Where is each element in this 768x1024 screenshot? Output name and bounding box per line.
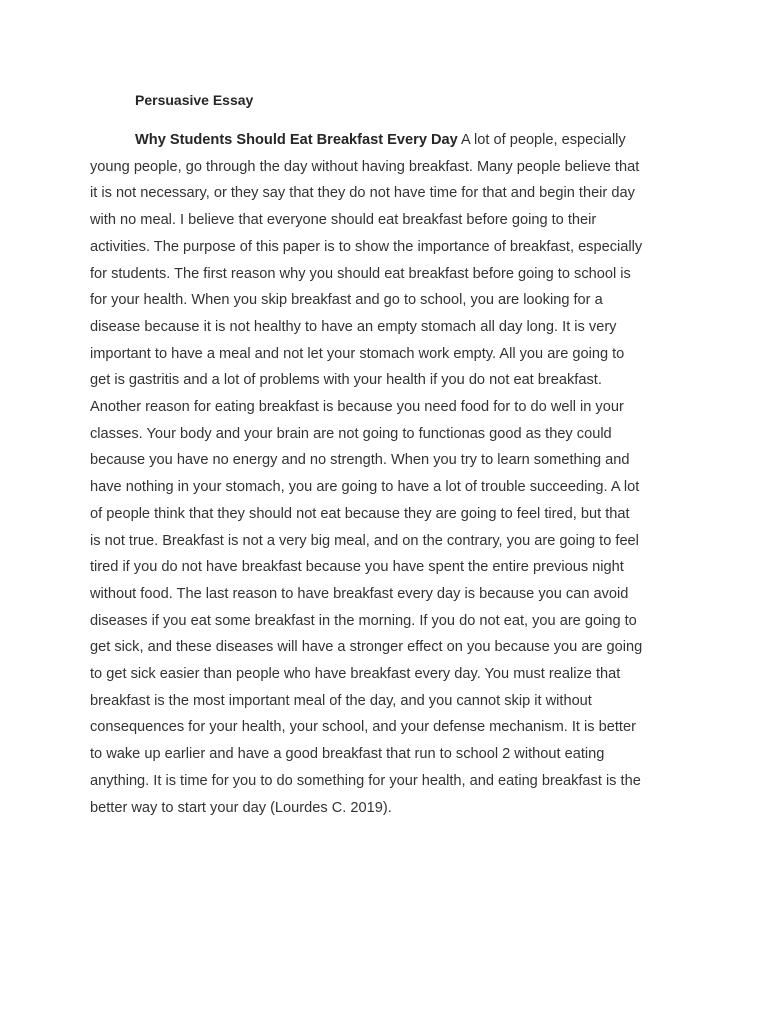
essay-line: anything. It is time for you to do something for your health, and eating breakfast is the [90, 772, 641, 789]
essay-line: of people think that they should not eat because they are going to feel tired, but that [90, 505, 630, 522]
essay-line: because you have no energy and no strength. When you try to learn something and [90, 452, 630, 469]
essay-line: young people, go through the day without having breakfast. Many people believe that [90, 158, 640, 175]
essay-line: for students. The first reason why you should eat breakfast before going to school is [90, 265, 631, 282]
essay-line: better way to start your day (Lourdes C. 2019). [90, 799, 392, 816]
essay-first-line-text: A lot of people, especially [457, 132, 626, 148]
essay-line: disease because it is not healthy to have an empty stomach all day long. It is very [90, 318, 617, 335]
essay-line: get sick, and these diseases will have a stronger effect on you because you are going [90, 639, 643, 656]
essay-line: to wake up earlier and have a good breakfast that run to school 2 without eating [90, 746, 605, 763]
essay-title: Why Students Should Eat Breakfast Every Day [135, 132, 458, 148]
essay-line: without food. The last reason to have breakfast every day is because you can avoid [90, 585, 629, 602]
essay-line: important to have a meal and not let your stomach work empty. All you are going to [90, 345, 625, 362]
essay-line: to get sick easier than people who have breakfast every day. You must realize that [90, 666, 621, 683]
essay-line: diseases if you eat some breakfast in the morning. If you do not eat, you are going to [90, 612, 637, 629]
essay-line: for your health. When you skip breakfast and go to school, you are looking for a [90, 292, 603, 309]
essay-line: consequences for your health, your school, and your defense mechanism. It is better [90, 719, 636, 736]
essay-line: activities. The purpose of this paper is to show the importance of breakfast, especially [90, 238, 643, 255]
essay-line: tired if you do not have breakfast because you have spent the entire previous night [90, 559, 624, 576]
essay-line: classes. Your body and your brain are not going to functionas good as they could [90, 425, 612, 442]
essay-line: have nothing in your stomach, you are going to have a lot of trouble succeeding. A lot [90, 479, 640, 496]
essay-line: is not true. Breakfast is not a very big meal, and on the contrary, you are going to feel [90, 532, 639, 549]
essay-first-line [90, 127, 690, 154]
essay-line: get is gastritis and a lot of problems with your health if you do not eat breakfast. [90, 372, 602, 389]
essay-line: it is not necessary, or they say that they do not have time for that and begin their day [90, 185, 635, 202]
essay-line: Another reason for eating breakfast is because you need food for to do well in your [90, 399, 624, 416]
essay-heading: Persuasive Essay [135, 92, 254, 108]
essay-line: breakfast is the most important meal of the day, and you cannot skip it without [90, 692, 592, 709]
essay-body [90, 127, 690, 821]
essay-line: with no meal. I believe that everyone should eat breakfast before going to their [90, 212, 597, 229]
